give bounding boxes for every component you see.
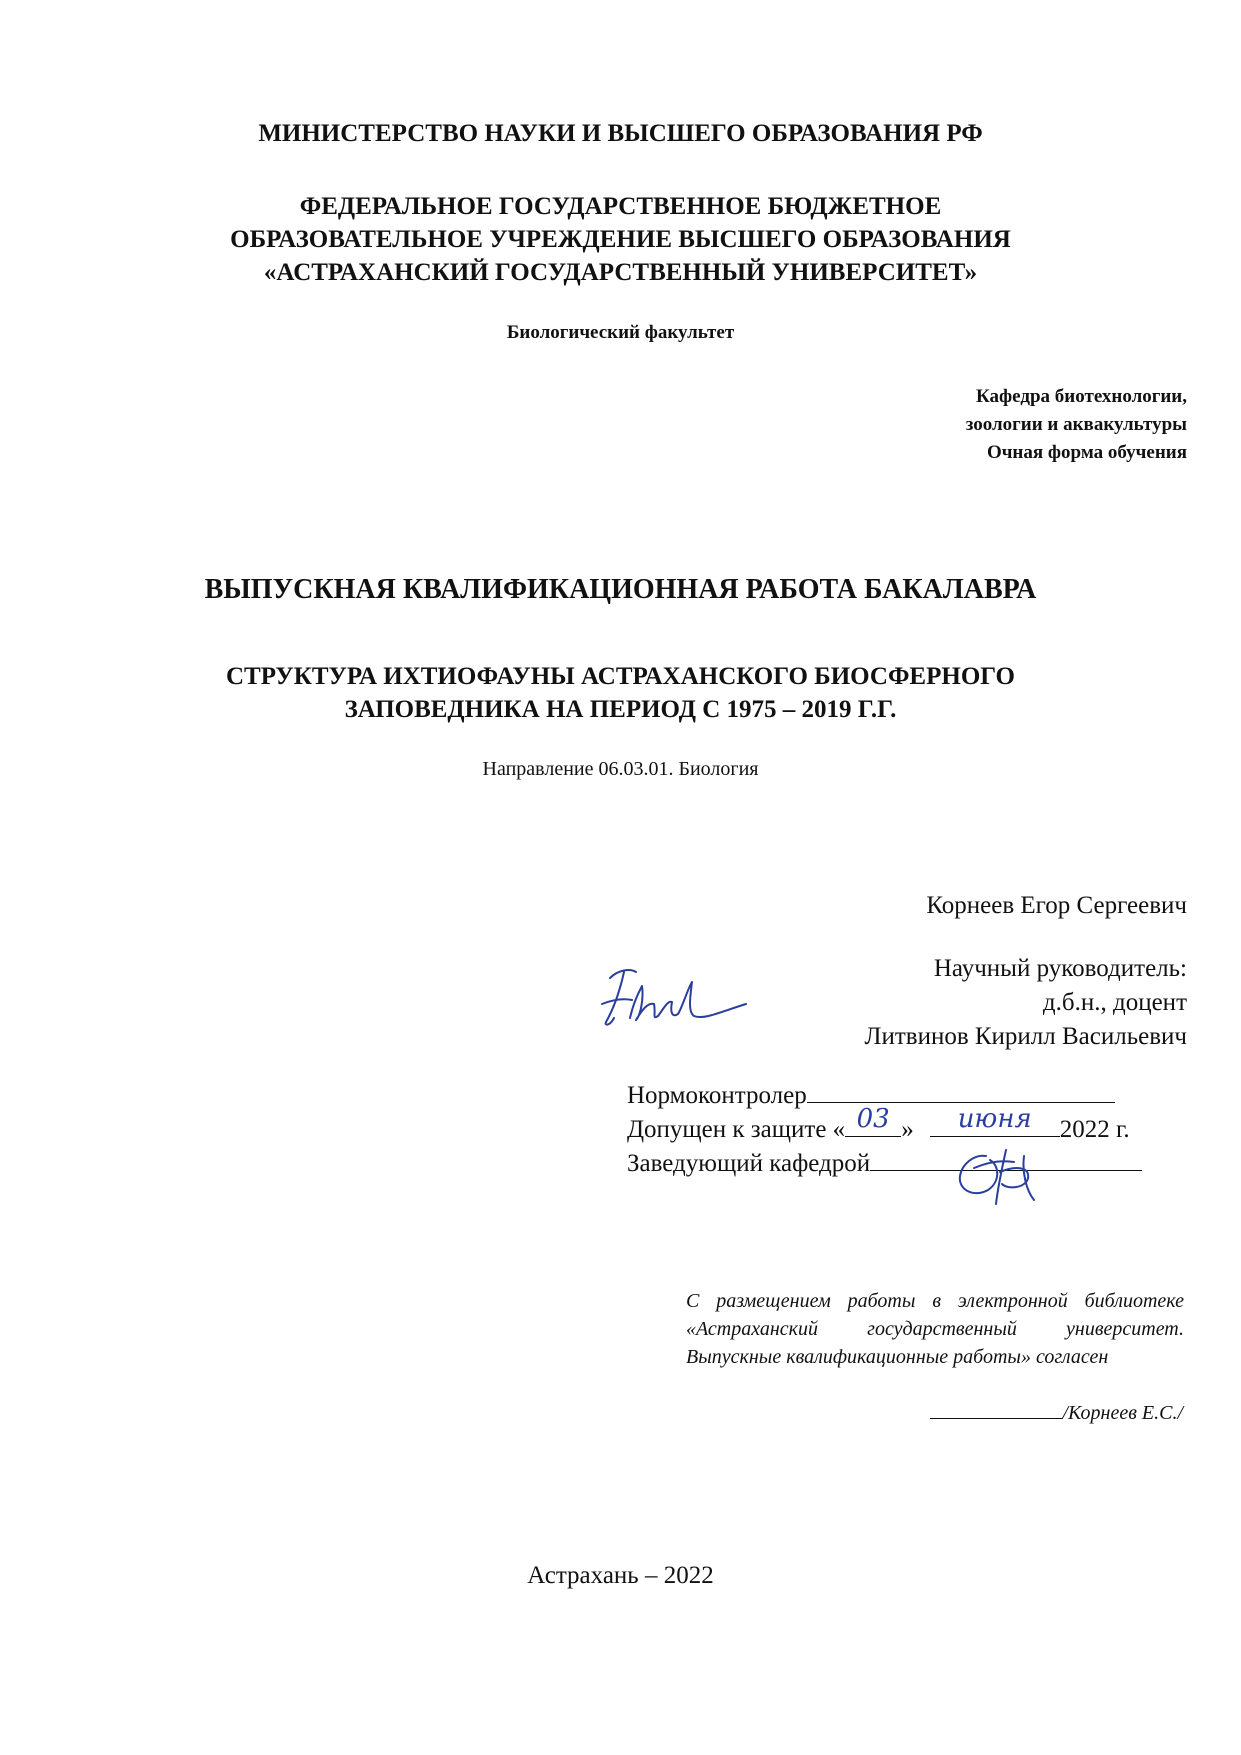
- institution-line: «АСТРАХАНСКИЙ ГОСУДАРСТВЕННЫЙ УНИВЕРСИТЕТ»: [263, 259, 978, 286]
- consent-signature-name: /Корнеев Е.С./: [1062, 1402, 1183, 1424]
- admission-month: июня: [957, 1104, 1032, 1134]
- thesis-topic: [0, 660, 1241, 726]
- faculty-name: Биологический факультет: [506, 322, 735, 343]
- supervisor-signature-icon: [596, 960, 756, 1035]
- supervisor-degree: д.б.н., доцент: [1042, 989, 1187, 1016]
- study-form: Очная форма обучения: [986, 442, 1187, 463]
- ministry-heading: МИНИСТЕРСТВО НАУКИ И ВЫСШЕГО ОБРАЗОВАНИЯ РФ: [258, 120, 983, 147]
- institution-line: ОБРАЗОВАТЕЛЬНОЕ УЧРЕЖДЕНИЕ ВЫСШЕГО ОБРАЗОВАНИЯ: [230, 226, 1011, 253]
- head-label: Заведующий кафедрой: [627, 1150, 871, 1177]
- admission-quote: »: [901, 1116, 914, 1143]
- admission-day-line: [845, 1104, 901, 1137]
- department-line: Кафедра биотехнологии,: [976, 386, 1187, 407]
- normcontrol-label: Нормоконтролер: [627, 1082, 807, 1109]
- institution-line: ФЕДЕРАЛЬНОЕ ГОСУДАРСТВЕННОЕ БЮДЖЕТНОЕ: [299, 193, 942, 220]
- study-direction: Направление 06.03.01. Биология: [482, 758, 759, 780]
- work-type-heading: ВЫПУСКНАЯ КВАЛИФИКАЦИОННАЯ РАБОТА БАКАЛАВРА: [204, 574, 1037, 605]
- admission-day: 03: [856, 1104, 890, 1134]
- city-year: Астрахань – 2022: [527, 1562, 714, 1589]
- admission-month-line: [930, 1104, 1060, 1137]
- admission-row: [627, 1104, 1130, 1145]
- supervisor-block: [865, 952, 1188, 1054]
- supervisor-name: Литвинов Кирилл Васильевич: [864, 1023, 1187, 1050]
- head-signature-icon: [944, 1142, 1064, 1212]
- department-block: [687, 383, 1187, 467]
- head-of-department-row: [627, 1146, 1142, 1179]
- supervisor-label: Научный руководитель:: [933, 955, 1187, 982]
- admission-prefix: Допущен к защите «: [627, 1116, 846, 1143]
- institution-name: [0, 190, 1241, 289]
- consent-signature-line: [930, 1398, 1062, 1419]
- topic-line: ЗАПОВЕДНИКА НА ПЕРИОД С 1975 – 2019 Г.Г.: [344, 696, 897, 723]
- normcontrol-signature-line: [807, 1078, 1115, 1103]
- consent-signature-row: [930, 1398, 1183, 1425]
- admission-year: 2022 г.: [1059, 1116, 1130, 1143]
- topic-line: СТРУКТУРА ИХТИОФАУНЫ АСТРАХАНСКОГО БИОСФЕРНОГО: [226, 663, 1015, 690]
- department-line: зоологии и аквакультуры: [965, 414, 1187, 435]
- consent-statement: С размещением работы в электронной библиотеке «Астраханский государственный университет. Выпускные квалификационные работы» согласен: [686, 1290, 1184, 1368]
- student-name: Корнеев Егор Сергеевич: [926, 892, 1187, 919]
